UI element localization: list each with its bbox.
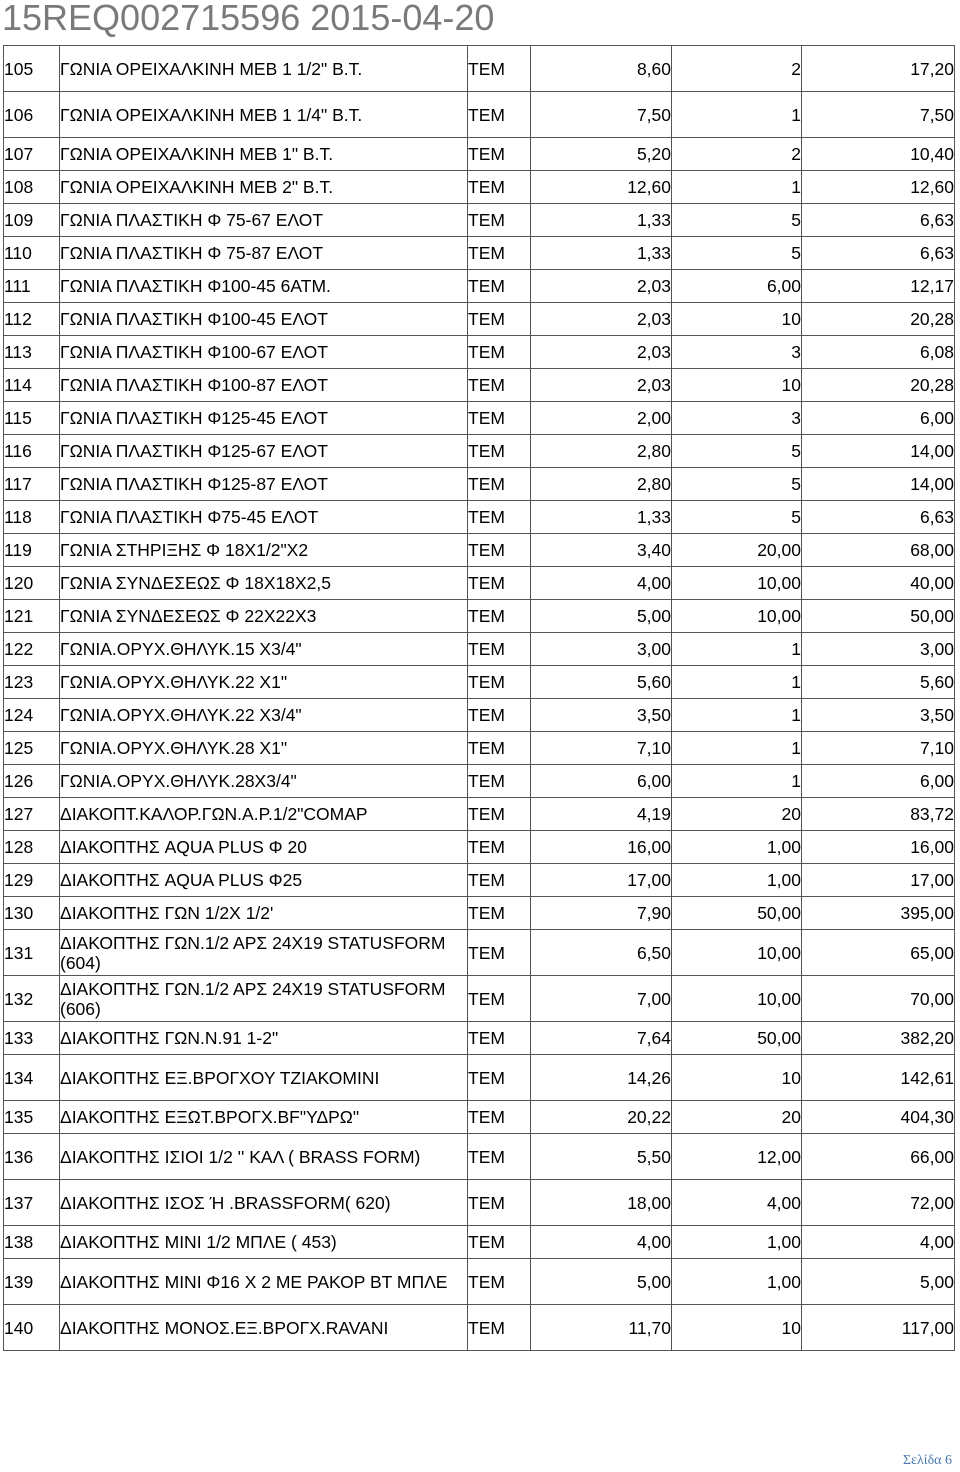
item-unit-price: 11,70 <box>531 1305 672 1351</box>
item-number: 133 <box>4 1022 60 1055</box>
table-row <box>4 1022 955 1055</box>
table-row <box>4 930 955 976</box>
item-total: 83,72 <box>802 798 955 831</box>
item-number: 134 <box>4 1055 60 1101</box>
item-unit: ΤΕΜ <box>468 501 531 534</box>
item-quantity: 20 <box>672 1101 802 1134</box>
item-unit-price: 6,00 <box>531 765 672 798</box>
item-unit: ΤΕΜ <box>468 1259 531 1305</box>
table-row <box>4 1134 955 1180</box>
item-unit-price: 5,00 <box>531 1259 672 1305</box>
item-description: ΔΙΑΚΟΠΤΗΣ ΓΩΝ.Ν.91 1-2" <box>60 1022 468 1055</box>
item-unit-price: 8,60 <box>531 46 672 92</box>
item-total: 14,00 <box>802 435 955 468</box>
item-description: ΓΩΝΙΑ ΟΡΕΙΧΑΛΚΙΝΗ ΜΕΒ 1 1/4" Β.Τ. <box>60 92 468 138</box>
item-unit: ΤΕΜ <box>468 976 531 1022</box>
item-total: 65,00 <box>802 930 955 976</box>
item-description: ΓΩΝΙΑ ΠΛΑΣΤΙΚΗ Φ100-67 ΕΛΟΤ <box>60 336 468 369</box>
table-row <box>4 92 955 138</box>
item-number: 117 <box>4 468 60 501</box>
item-unit-price: 2,03 <box>531 270 672 303</box>
item-quantity: 50,00 <box>672 897 802 930</box>
table-row <box>4 666 955 699</box>
item-quantity: 3 <box>672 402 802 435</box>
item-total: 404,30 <box>802 1101 955 1134</box>
item-description: ΓΩΝΙΑ ΟΡΕΙΧΑΛΚΙΝΗ ΜΕΒ 1 1/2" Β.Τ. <box>60 46 468 92</box>
item-unit-price: 2,80 <box>531 435 672 468</box>
item-quantity: 1 <box>672 732 802 765</box>
item-unit-price: 20,22 <box>531 1101 672 1134</box>
table-row <box>4 976 955 1022</box>
table-row <box>4 1055 955 1101</box>
table-row <box>4 864 955 897</box>
item-unit-price: 14,26 <box>531 1055 672 1101</box>
item-unit-price: 5,00 <box>531 600 672 633</box>
item-unit-price: 2,03 <box>531 336 672 369</box>
table-row <box>4 699 955 732</box>
item-description: ΔΙΑΚΟΠΤΗΣ ΓΩΝ.1/2 ΑΡΣ 24Χ19 STATUSFORM (606) <box>60 976 468 1022</box>
table-row <box>4 1180 955 1226</box>
item-unit: ΤΕΜ <box>468 1180 531 1226</box>
item-total: 17,20 <box>802 46 955 92</box>
item-number: 118 <box>4 501 60 534</box>
item-description: ΔΙΑΚΟΠΤΗΣ AQUA PLUS Φ25 <box>60 864 468 897</box>
item-description: ΔΙΑΚΟΠΤΗΣ ΙΣΟΣ Ή .BRASSFORM( 620) <box>60 1180 468 1226</box>
item-quantity: 1,00 <box>672 1226 802 1259</box>
item-description: ΓΩΝΙΑ.ΟΡΥΧ.ΘΗΛΥΚ.22 Χ3/4" <box>60 699 468 732</box>
table-row <box>4 1226 955 1259</box>
table-row <box>4 1305 955 1351</box>
table-row <box>4 171 955 204</box>
item-quantity: 1,00 <box>672 864 802 897</box>
item-quantity: 20 <box>672 798 802 831</box>
item-description: ΓΩΝΙΑ ΠΛΑΣΤΙΚΗ Φ 75-87 ΕΛΟΤ <box>60 237 468 270</box>
item-quantity: 10 <box>672 1055 802 1101</box>
item-number: 109 <box>4 204 60 237</box>
item-unit: ΤΕΜ <box>468 1055 531 1101</box>
item-unit: ΤΕΜ <box>468 699 531 732</box>
item-description: ΔΙΑΚΟΠΤΗΣ ΜΟΝΟΣ.ΕΞ.ΒΡΟΓΧ.RAVANI <box>60 1305 468 1351</box>
item-total: 12,17 <box>802 270 955 303</box>
item-total: 68,00 <box>802 534 955 567</box>
item-unit: ΤΕΜ <box>468 897 531 930</box>
items-table-body <box>4 46 955 1351</box>
document-title: 15REQ002715596 2015-04-20 <box>2 0 495 38</box>
table-row <box>4 1259 955 1305</box>
item-unit: ΤΕΜ <box>468 600 531 633</box>
item-description: ΓΩΝΙΑ ΠΛΑΣΤΙΚΗ Φ75-45 ΕΛΟΤ <box>60 501 468 534</box>
item-description: ΓΩΝΙΑ.ΟΡΥΧ.ΘΗΛΥΚ.28Χ3/4" <box>60 765 468 798</box>
item-number: 110 <box>4 237 60 270</box>
item-unit-price: 1,33 <box>531 237 672 270</box>
item-quantity: 1 <box>672 765 802 798</box>
item-quantity: 1 <box>672 666 802 699</box>
item-quantity: 20,00 <box>672 534 802 567</box>
item-unit: ΤΕΜ <box>468 1305 531 1351</box>
item-unit: ΤΕΜ <box>468 204 531 237</box>
item-number: 119 <box>4 534 60 567</box>
item-total: 7,10 <box>802 732 955 765</box>
item-total: 6,63 <box>802 204 955 237</box>
item-unit-price: 5,60 <box>531 666 672 699</box>
item-quantity: 10,00 <box>672 976 802 1022</box>
item-number: 136 <box>4 1134 60 1180</box>
table-row <box>4 798 955 831</box>
table-row <box>4 468 955 501</box>
item-total: 117,00 <box>802 1305 955 1351</box>
item-description: ΓΩΝΙΑ ΠΛΑΣΤΙΚΗ Φ100-87 ΕΛΟΤ <box>60 369 468 402</box>
item-number: 140 <box>4 1305 60 1351</box>
item-total: 10,40 <box>802 138 955 171</box>
table-row <box>4 765 955 798</box>
item-unit: ΤΕΜ <box>468 435 531 468</box>
item-number: 137 <box>4 1180 60 1226</box>
item-unit: ΤΕΜ <box>468 46 531 92</box>
item-quantity: 10,00 <box>672 930 802 976</box>
item-number: 107 <box>4 138 60 171</box>
item-quantity: 1 <box>672 633 802 666</box>
item-number: 120 <box>4 567 60 600</box>
table-row <box>4 138 955 171</box>
item-description: ΔΙΑΚΟΠΤ.ΚΑΛΟΡ.ΓΩΝ.Α.Ρ.1/2"COMAP <box>60 798 468 831</box>
item-unit: ΤΕΜ <box>468 567 531 600</box>
item-quantity: 1 <box>672 699 802 732</box>
table-row <box>4 270 955 303</box>
item-quantity: 5 <box>672 237 802 270</box>
items-table <box>3 45 955 1351</box>
item-quantity: 1,00 <box>672 1259 802 1305</box>
item-number: 105 <box>4 46 60 92</box>
item-number: 125 <box>4 732 60 765</box>
item-unit: ΤΕΜ <box>468 1226 531 1259</box>
item-description: ΔΙΑΚΟΠΤΗΣ ΙΣΙΟΙ 1/2 '' ΚΑΛ ( BRASS FORM) <box>60 1134 468 1180</box>
item-description: ΓΩΝΙΑ.ΟΡΥΧ.ΘΗΛΥΚ.28 Χ1" <box>60 732 468 765</box>
item-unit: ΤΕΜ <box>468 534 531 567</box>
item-quantity: 4,00 <box>672 1180 802 1226</box>
item-quantity: 10 <box>672 369 802 402</box>
item-unit: ΤΕΜ <box>468 765 531 798</box>
item-quantity: 3 <box>672 336 802 369</box>
item-unit-price: 3,00 <box>531 633 672 666</box>
item-total: 6,00 <box>802 402 955 435</box>
item-number: 123 <box>4 666 60 699</box>
item-total: 5,00 <box>802 1259 955 1305</box>
item-number: 106 <box>4 92 60 138</box>
item-total: 14,00 <box>802 468 955 501</box>
item-number: 124 <box>4 699 60 732</box>
item-total: 20,28 <box>802 303 955 336</box>
item-quantity: 6,00 <box>672 270 802 303</box>
item-number: 127 <box>4 798 60 831</box>
item-unit-price: 6,50 <box>531 930 672 976</box>
item-number: 115 <box>4 402 60 435</box>
item-unit-price: 2,00 <box>531 402 672 435</box>
table-row <box>4 1101 955 1134</box>
item-number: 116 <box>4 435 60 468</box>
item-unit: ΤΕΜ <box>468 831 531 864</box>
item-description: ΓΩΝΙΑ ΠΛΑΣΤΙΚΗ Φ125-87 ΕΛΟΤ <box>60 468 468 501</box>
item-description: ΓΩΝΙΑ.ΟΡΥΧ.ΘΗΛΥΚ.15 Χ3/4" <box>60 633 468 666</box>
item-quantity: 5 <box>672 204 802 237</box>
item-description: ΔΙΑΚΟΠΤΗΣ ΜΙΝΙ 1/2 ΜΠΛΕ ( 453) <box>60 1226 468 1259</box>
item-unit: ΤΕΜ <box>468 1101 531 1134</box>
item-total: 66,00 <box>802 1134 955 1180</box>
item-description: ΓΩΝΙΑ ΣΥΝΔΕΣΕΩΣ Φ 22Χ22Χ3 <box>60 600 468 633</box>
item-unit-price: 3,50 <box>531 699 672 732</box>
item-description: ΓΩΝΙΑ ΟΡΕΙΧΑΛΚΙΝΗ ΜΕΒ 2" Β.Τ. <box>60 171 468 204</box>
item-total: 3,50 <box>802 699 955 732</box>
item-unit-price: 4,00 <box>531 1226 672 1259</box>
item-total: 6,63 <box>802 501 955 534</box>
item-quantity: 2 <box>672 138 802 171</box>
item-description: ΔΙΑΚΟΠΤΗΣ AQUA PLUS Φ 20 <box>60 831 468 864</box>
item-total: 12,60 <box>802 171 955 204</box>
table-row <box>4 831 955 864</box>
item-description: ΓΩΝΙΑ ΠΛΑΣΤΙΚΗ Φ100-45 ΕΛΟΤ <box>60 303 468 336</box>
item-unit: ΤΕΜ <box>468 402 531 435</box>
item-number: 108 <box>4 171 60 204</box>
item-unit: ΤΕΜ <box>468 666 531 699</box>
item-number: 122 <box>4 633 60 666</box>
item-quantity: 10,00 <box>672 567 802 600</box>
item-unit-price: 7,90 <box>531 897 672 930</box>
item-description: ΓΩΝΙΑ ΠΛΑΣΤΙΚΗ Φ125-67 ΕΛΟΤ <box>60 435 468 468</box>
item-total: 17,00 <box>802 864 955 897</box>
item-total: 395,00 <box>802 897 955 930</box>
item-unit: ΤΕΜ <box>468 171 531 204</box>
item-unit-price: 17,00 <box>531 864 672 897</box>
item-total: 7,50 <box>802 92 955 138</box>
item-number: 131 <box>4 930 60 976</box>
item-description: ΓΩΝΙΑ ΣΥΝΔΕΣΕΩΣ Φ 18Χ18Χ2,5 <box>60 567 468 600</box>
item-quantity: 50,00 <box>672 1022 802 1055</box>
item-number: 130 <box>4 897 60 930</box>
item-number: 114 <box>4 369 60 402</box>
item-number: 129 <box>4 864 60 897</box>
table-row <box>4 369 955 402</box>
item-number: 139 <box>4 1259 60 1305</box>
item-number: 132 <box>4 976 60 1022</box>
table-row <box>4 732 955 765</box>
item-number: 111 <box>4 270 60 303</box>
item-description: ΓΩΝΙΑ ΠΛΑΣΤΙΚΗ Φ100-45 6ΑΤΜ. <box>60 270 468 303</box>
item-total: 40,00 <box>802 567 955 600</box>
item-unit-price: 18,00 <box>531 1180 672 1226</box>
item-number: 135 <box>4 1101 60 1134</box>
item-description: ΓΩΝΙΑ ΠΛΑΣΤΙΚΗ Φ 75-67 ΕΛΟΤ <box>60 204 468 237</box>
item-unit: ΤΕΜ <box>468 633 531 666</box>
item-unit: ΤΕΜ <box>468 270 531 303</box>
table-row <box>4 567 955 600</box>
item-unit-price: 7,00 <box>531 976 672 1022</box>
item-unit-price: 7,64 <box>531 1022 672 1055</box>
item-unit: ΤΕΜ <box>468 92 531 138</box>
table-row <box>4 336 955 369</box>
item-unit-price: 5,20 <box>531 138 672 171</box>
table-row <box>4 897 955 930</box>
table-row <box>4 402 955 435</box>
item-total: 72,00 <box>802 1180 955 1226</box>
item-unit-price: 2,80 <box>531 468 672 501</box>
item-quantity: 1,00 <box>672 831 802 864</box>
item-unit-price: 4,00 <box>531 567 672 600</box>
item-number: 128 <box>4 831 60 864</box>
item-quantity: 10 <box>672 1305 802 1351</box>
item-quantity: 5 <box>672 501 802 534</box>
item-total: 20,28 <box>802 369 955 402</box>
item-description: ΔΙΑΚΟΠΤΗΣ ΕΞ.ΒΡΟΓΧΟΥ ΤΖΙΑΚΟΜΙΝΙ <box>60 1055 468 1101</box>
item-unit: ΤΕΜ <box>468 336 531 369</box>
item-unit: ΤΕΜ <box>468 369 531 402</box>
item-unit-price: 1,33 <box>531 501 672 534</box>
item-unit: ΤΕΜ <box>468 798 531 831</box>
table-row <box>4 204 955 237</box>
table-row <box>4 237 955 270</box>
item-total: 5,60 <box>802 666 955 699</box>
item-description: ΓΩΝΙΑ ΠΛΑΣΤΙΚΗ Φ125-45 ΕΛΟΤ <box>60 402 468 435</box>
table-row <box>4 46 955 92</box>
item-quantity: 1 <box>672 92 802 138</box>
item-total: 142,61 <box>802 1055 955 1101</box>
table-row <box>4 633 955 666</box>
item-number: 126 <box>4 765 60 798</box>
item-description: ΔΙΑΚΟΠΤΗΣ ΕΞΩΤ.ΒΡΟΓΧ.ΒF"ΥΔΡΩ" <box>60 1101 468 1134</box>
item-total: 3,00 <box>802 633 955 666</box>
item-unit: ΤΕΜ <box>468 732 531 765</box>
item-unit-price: 3,40 <box>531 534 672 567</box>
item-quantity: 2 <box>672 46 802 92</box>
item-unit: ΤΕΜ <box>468 303 531 336</box>
item-total: 4,00 <box>802 1226 955 1259</box>
item-description: ΔΙΑΚΟΠΤΗΣ ΓΩΝ 1/2Χ 1/2' <box>60 897 468 930</box>
item-total: 70,00 <box>802 976 955 1022</box>
item-unit: ΤΕΜ <box>468 468 531 501</box>
item-unit: ΤΕΜ <box>468 1022 531 1055</box>
table-row <box>4 534 955 567</box>
item-number: 138 <box>4 1226 60 1259</box>
item-unit-price: 7,10 <box>531 732 672 765</box>
item-unit-price: 4,19 <box>531 798 672 831</box>
item-total: 6,00 <box>802 765 955 798</box>
item-number: 113 <box>4 336 60 369</box>
item-unit-price: 2,03 <box>531 369 672 402</box>
item-description: ΓΩΝΙΑ.ΟΡΥΧ.ΘΗΛΥΚ.22 Χ1" <box>60 666 468 699</box>
item-total: 16,00 <box>802 831 955 864</box>
item-unit-price: 2,03 <box>531 303 672 336</box>
item-unit: ΤΕΜ <box>468 1134 531 1180</box>
item-quantity: 10 <box>672 303 802 336</box>
item-unit-price: 1,33 <box>531 204 672 237</box>
item-quantity: 10,00 <box>672 600 802 633</box>
item-description: ΔΙΑΚΟΠΤΗΣ ΜΙΝΙ Φ16 Χ 2 ΜΕ ΡΑΚΟΡ ΒΤ ΜΠΛΕ <box>60 1259 468 1305</box>
item-unit-price: 7,50 <box>531 92 672 138</box>
table-row <box>4 303 955 336</box>
item-unit: ΤΕΜ <box>468 138 531 171</box>
item-total: 382,20 <box>802 1022 955 1055</box>
item-number: 121 <box>4 600 60 633</box>
item-unit: ΤΕΜ <box>468 237 531 270</box>
item-quantity: 1 <box>672 171 802 204</box>
table-row <box>4 600 955 633</box>
item-total: 6,63 <box>802 237 955 270</box>
table-row <box>4 435 955 468</box>
item-unit-price: 5,50 <box>531 1134 672 1180</box>
item-description: ΓΩΝΙΑ ΣΤΗΡΙΞΗΣ Φ 18Χ1/2"Χ2 <box>60 534 468 567</box>
item-unit: ΤΕΜ <box>468 930 531 976</box>
item-quantity: 12,00 <box>672 1134 802 1180</box>
item-description: ΔΙΑΚΟΠΤΗΣ ΓΩΝ.1/2 ΑΡΣ 24Χ19 STATUSFORM (604) <box>60 930 468 976</box>
page-number: Σελίδα 6 <box>902 1453 952 1468</box>
item-quantity: 5 <box>672 435 802 468</box>
item-quantity: 5 <box>672 468 802 501</box>
item-number: 112 <box>4 303 60 336</box>
item-unit-price: 12,60 <box>531 171 672 204</box>
item-description: ΓΩΝΙΑ ΟΡΕΙΧΑΛΚΙΝΗ ΜΕΒ 1" Β.Τ. <box>60 138 468 171</box>
table-row <box>4 501 955 534</box>
item-total: 50,00 <box>802 600 955 633</box>
item-unit-price: 16,00 <box>531 831 672 864</box>
item-total: 6,08 <box>802 336 955 369</box>
item-unit: ΤΕΜ <box>468 864 531 897</box>
